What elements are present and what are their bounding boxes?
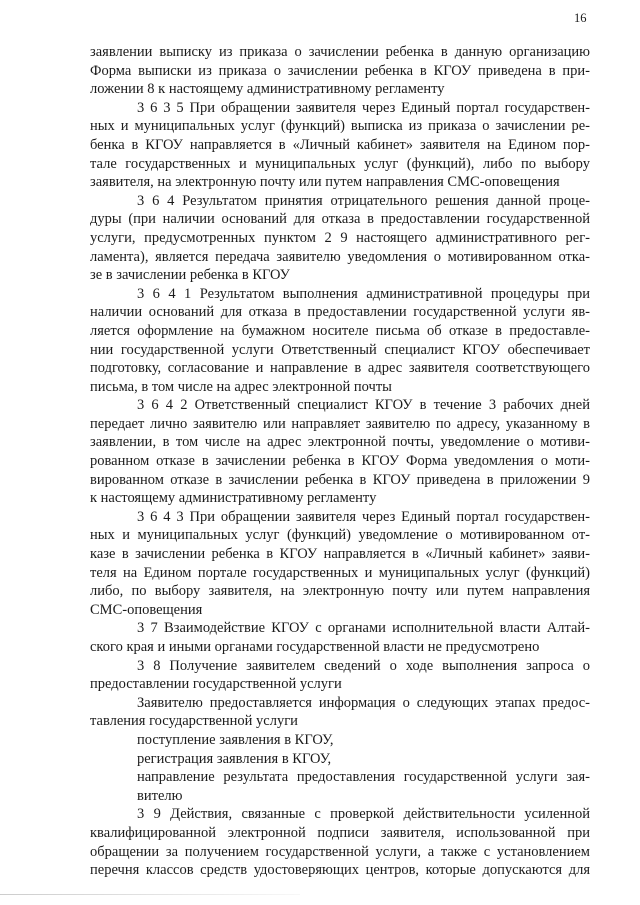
text-line: заявителя, на электронную почту или путем направления СМС-оповещения <box>90 174 560 191</box>
paragraph <box>90 43 590 99</box>
text-line: либо, по выбору заявителя, на электронную почту или путем направления <box>90 583 590 600</box>
text-line: Форма выписки из приказа о зачислении ребенка в КГОУ приведена в при- <box>90 62 590 79</box>
text-line: СМС-оповещения <box>90 601 203 618</box>
text-line: Заявителю предоставляется информация о следующих этапах предос- <box>137 694 590 711</box>
text-line: 3 7 Взаимодействие КГОУ с органами исполнительной власти Алтай- <box>137 620 590 637</box>
paragraph <box>90 805 590 879</box>
text-line: письма, в том числе на адрес электронной почты <box>90 378 392 395</box>
text-line: 3 9 Действия, связанные с проверкой действительности усиленной <box>137 806 590 823</box>
document-body <box>90 43 590 880</box>
scan-edge-line <box>0 894 300 895</box>
text-line: заявлении выписку из приказа о зачислении ребенка в данную организацию <box>90 44 590 60</box>
text-line: вированном отказе в зачислении ребенка в КГОУ приведена в приложении 9 <box>90 471 590 488</box>
paragraph <box>90 508 590 620</box>
paragraph <box>90 285 590 397</box>
text-line: ложении 8 к настоящему административному регламенту <box>90 81 445 98</box>
text-line: услуги, предусмотренных пунктом 2 9 настоящего административного рег- <box>90 229 590 246</box>
list-item <box>90 768 590 805</box>
text-line: 3 6 4 1 Результатом выполнения административной процедуры при <box>137 285 590 302</box>
text-line: бенка в КГОУ направляется в «Личный кабинет» заявителя на Едином пор- <box>90 136 590 153</box>
text-line: тавления государственной услуги <box>90 713 298 730</box>
text-line: к настоящему административному регламенту <box>90 490 377 507</box>
page-number: 16 <box>574 11 587 25</box>
text-line: теля на Едином портале государственных и муниципальных услуг (функций) <box>90 564 590 581</box>
text-line: 3 6 4 2 Ответственный специалист КГОУ в течение 3 рабочих дней <box>137 397 590 414</box>
list-item <box>90 750 590 769</box>
text-line: направление результата предоставления государственной услуги зая- <box>137 769 590 786</box>
text-line: ламента), является передача заявителю уведомления о мотивированном отка- <box>90 248 590 265</box>
text-line: заявлении, в том числе на адрес электронной почты, уведомление о мотиви- <box>90 434 590 451</box>
text-line: регистрация заявления в КГОУ, <box>137 750 332 767</box>
paragraph <box>90 694 590 731</box>
text-line: обращении за получением государственной услуги, а также с установлением <box>90 843 590 860</box>
text-line: 3 8 Получение заявителем сведений о ходе выполнения запроса о <box>137 657 590 674</box>
text-line: подготовку, согласование и направление в адрес заявителя соответствующего <box>90 360 590 377</box>
paragraph <box>90 396 590 508</box>
text-line: перечня классов средств удостоверяющих центров, которые допускаются для <box>90 862 590 879</box>
text-line: ных и муниципальных услуг (функций) выписка из приказа о зачислении ре- <box>90 118 590 135</box>
text-line: ского края и иными органами государственной власти не предусмотрено <box>90 639 540 655</box>
text-line: передает лично заявителю или направляет заявителю по адресу, указанному в <box>90 415 590 432</box>
text-line: поступление заявления в КГОУ, <box>137 731 334 748</box>
text-line: квалифицированной электронной подписи заявителя, использованной при <box>90 824 590 841</box>
text-line: вителю <box>137 787 183 804</box>
text-line: дуры (при наличии оснований для отказа в предоставлении государственной <box>90 211 590 228</box>
paragraph <box>90 99 590 192</box>
text-line: 3 6 4 Результатом принятия отрицательного решения данной проце- <box>137 192 590 209</box>
text-line: тале государственных и муниципальных услуг (функций), либо по выбору <box>90 155 590 172</box>
paragraph <box>90 192 590 285</box>
text-line: нии государственной услуги Ответственный специалист КГОУ обеспечивает <box>90 341 590 358</box>
text-line: предоставлении государственной услуги <box>90 676 342 693</box>
text-line: казе в зачислении ребенка в КГОУ направляется в «Личный кабинет» заяви- <box>90 546 590 563</box>
text-line: наличии оснований для отказа в предоставлении государственной услуги яв- <box>90 304 590 321</box>
text-line: рованном отказе в зачислении ребенка в КГОУ Форма уведомления о моти- <box>90 453 590 470</box>
text-line: 3 6 3 5 При обращении заявителя через Единый портал государствен- <box>137 99 590 116</box>
paragraph <box>90 619 590 656</box>
list-item <box>90 731 590 750</box>
text-line: ляется оформление на бумажном носителе письма об отказе в предоставле- <box>90 322 590 339</box>
text-line: ных и муниципальных услуг (функций) уведомление о мотивированном от- <box>90 527 590 544</box>
paragraph <box>90 657 590 694</box>
text-line: зе в зачислении ребенка в КГОУ <box>90 267 290 284</box>
text-line: 3 6 4 3 При обращении заявителя через Единый портал государствен- <box>137 508 590 525</box>
